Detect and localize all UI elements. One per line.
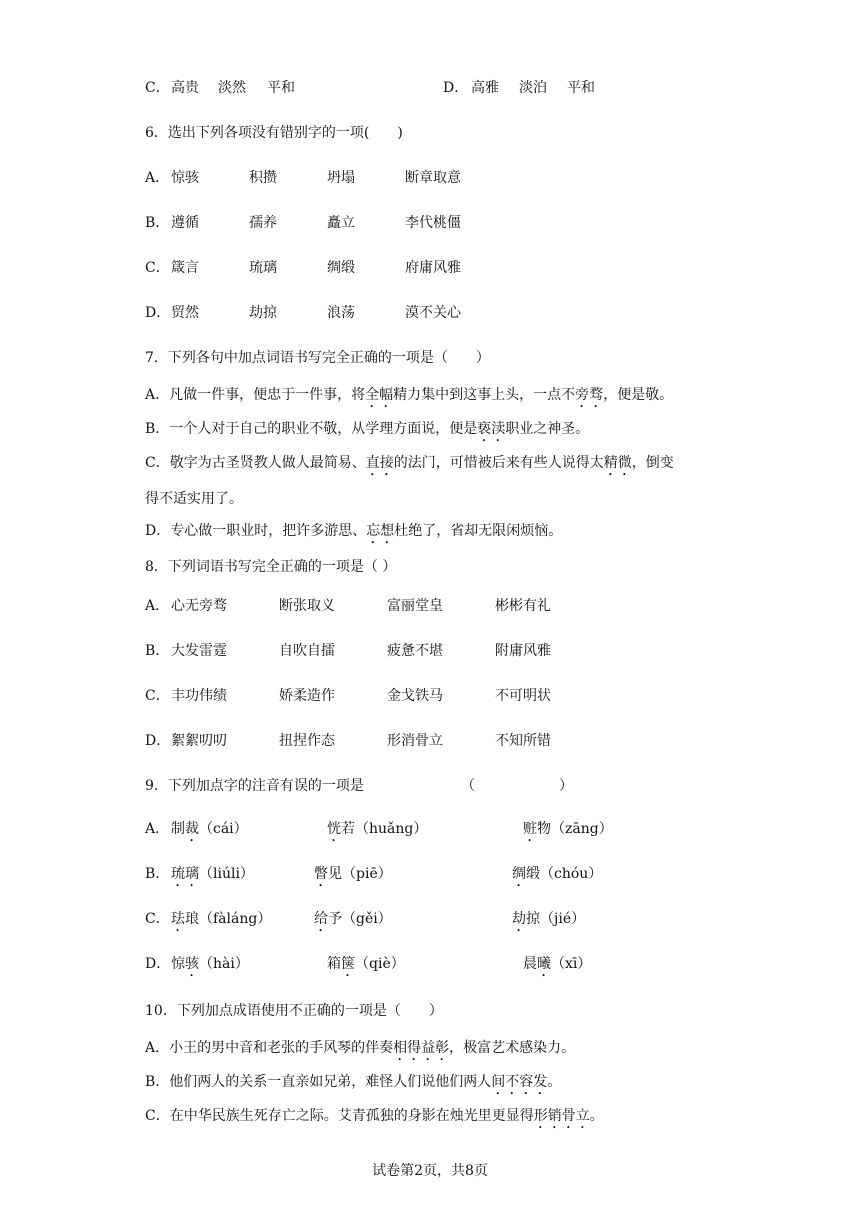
option-word: 形消骨立 [387, 733, 443, 749]
option-letter: A． [145, 1040, 170, 1056]
option-word: 大发雷霆 [171, 643, 227, 659]
option-word: 心无旁骛 [171, 598, 227, 614]
q6-stem: 6．选出下列各项没有错别字的一项( ) [145, 125, 403, 141]
pinyin-item [523, 819, 613, 845]
dotted-word: 旁骛 [575, 387, 604, 403]
q9-stem: 9．下列加点字的注音有误的一项是 [145, 778, 364, 794]
option-word: 富丽堂皇 [387, 598, 443, 614]
pinyin: （qiè） [355, 956, 405, 972]
plain-char: 琅 [185, 911, 199, 927]
q7-option-c-continued: 得不适实用了。 [145, 491, 243, 507]
option-letter: D． [145, 733, 171, 749]
option-letter: C． [145, 455, 170, 471]
option-letter: B． [145, 1074, 170, 1090]
option-word: 贸然 [171, 305, 199, 321]
option-word: 断张取义 [279, 598, 335, 614]
option-letter: D． [145, 305, 171, 321]
option-word: 积攒 [249, 170, 277, 186]
dotted-char: 劫 [512, 911, 526, 927]
option-text: 凡做一件事，便忠于一件事，将 [169, 387, 366, 403]
option-word: 高贵 [171, 80, 199, 96]
dotted-char: 箧 [341, 956, 355, 972]
pinyin: （liúli） [199, 866, 254, 882]
option-text: 一个人对于自己的职业不敬，从学理方面说，便是 [169, 421, 478, 437]
pinyin: （gěi） [342, 911, 392, 927]
dotted-idiom: 间不容发 [491, 1074, 548, 1090]
option-word: 断章取意 [405, 170, 461, 186]
option-text: 专心做一职业时，把许多游思、 [170, 523, 367, 539]
plain-char: 见 [328, 866, 342, 882]
option-letter: D． [145, 523, 171, 539]
option-text: ，便是敬。 [603, 387, 674, 403]
option-letter: C． [145, 260, 170, 276]
option-letter: A． [145, 387, 170, 403]
option-word: 坍塌 [327, 170, 355, 186]
q7-option-b [145, 419, 589, 445]
option-word: 不可明状 [495, 688, 551, 704]
option-word: 琉璃 [249, 260, 277, 276]
option-word: 浪荡 [327, 305, 355, 321]
option-text: ，极富艺术感染力。 [449, 1040, 576, 1056]
dotted-char: 曦 [537, 956, 551, 972]
option-letter: D． [443, 80, 469, 96]
q7-option-a [145, 385, 673, 411]
option-word: 惊骇 [171, 170, 199, 186]
q10-option-c [145, 1106, 604, 1132]
q10-stem: 10．下列加点成语使用不正确的一项是（ ） [145, 1003, 443, 1019]
dotted-char: 珐 [171, 911, 185, 927]
option-text: ，倒变 [631, 455, 674, 471]
q7-option-d [145, 521, 562, 547]
option-word: 矗立 [327, 215, 355, 231]
page-footer: 试卷第2页，共8页 [372, 1163, 488, 1179]
pinyin: （huǎng） [355, 821, 428, 837]
option-word: 附庸风雅 [495, 643, 551, 659]
dotted-word: 全幅 [365, 387, 394, 403]
option-text: 敬字为古圣贤教人做人最简易、 [169, 455, 366, 471]
option-word: 淡泊 [519, 80, 547, 96]
option-letter: A． [145, 598, 170, 614]
option-text: 杜绝了，省却无限闲烦恼。 [394, 523, 563, 539]
dotted-char: 赃 [523, 821, 537, 837]
option-text: 职业之神圣。 [505, 421, 590, 437]
pinyin-item [171, 819, 248, 845]
option-word: 府庸风雅 [405, 260, 461, 276]
option-word: 孺养 [249, 215, 277, 231]
dotted-char: 裁 [185, 821, 199, 837]
option-text: 。 [547, 1074, 562, 1090]
option-word: 扭捏作态 [279, 733, 335, 749]
option-word: 劫掠 [249, 305, 277, 321]
option-word: 平和 [567, 80, 595, 96]
option-text: 他们两人的关系一直亲如兄弟，难怪人们说他们两人 [169, 1074, 492, 1090]
option-letter: A． [145, 821, 170, 837]
pinyin: （zāng） [551, 821, 613, 837]
option-letter: C． [145, 688, 170, 704]
option-text: 精力集中到这事上头，一点不 [393, 387, 576, 403]
plain-char: 物 [537, 821, 551, 837]
option-word: 平和 [267, 80, 295, 96]
dotted-word: 精微 [603, 455, 632, 471]
option-word: 不知所错 [495, 733, 551, 749]
plain-char: 若 [341, 821, 355, 837]
option-text: 小王的男中音和老张的手风琴的伴奏 [169, 1040, 394, 1056]
pinyin-item [314, 909, 392, 935]
plain-char: 制 [171, 821, 185, 837]
pinyin-item [523, 954, 591, 980]
pinyin-item [171, 954, 249, 980]
option-letter: B． [145, 421, 170, 437]
option-word: 金戈铁马 [387, 688, 443, 704]
plain-char: 箱 [327, 956, 341, 972]
pinyin: （hài） [199, 956, 249, 972]
dotted-char: 骇 [185, 956, 199, 972]
option-letter: A． [145, 170, 170, 186]
dotted-char: 绸 [512, 866, 526, 882]
plain-char: 予 [328, 911, 342, 927]
option-text: 在中华民族生死存亡之际。艾青孤独的身影在烛光里更显得 [169, 1108, 534, 1124]
pinyin-item [171, 909, 271, 935]
option-word: 娇柔造作 [279, 688, 335, 704]
option-letter: D． [145, 956, 171, 972]
option-word: 高雅 [471, 80, 499, 96]
pinyin: （chóu） [540, 866, 603, 882]
dotted-char: 琉璃 [171, 866, 199, 882]
pinyin-item [314, 864, 392, 890]
dotted-word: 忘想 [366, 523, 395, 539]
dotted-char: 瞥 [314, 866, 328, 882]
q8-stem: 8．下列词语书写完全正确的一项是（ ） [145, 559, 397, 575]
option-word: 漠不关心 [405, 305, 461, 321]
plain-char: 掠 [526, 911, 540, 927]
dotted-word: 直接 [365, 455, 394, 471]
q10-option-a [145, 1038, 575, 1064]
pinyin-item [512, 864, 602, 890]
option-letter: C． [145, 80, 170, 96]
option-word: 自吹自擂 [279, 643, 335, 659]
pinyin: （jié） [540, 911, 586, 927]
option-letter: C． [145, 1108, 170, 1124]
option-letter: B． [145, 643, 170, 659]
dotted-char: 恍 [327, 821, 341, 837]
pinyin: （piē） [342, 866, 392, 882]
pinyin: （xī） [551, 956, 592, 972]
q10-option-b [145, 1072, 561, 1098]
plain-char: 惊 [171, 956, 185, 972]
dotted-idiom: 相得益彰 [393, 1040, 450, 1056]
dotted-char: 给 [314, 911, 328, 927]
option-word: 绸缎 [327, 260, 355, 276]
option-letter: C． [145, 911, 170, 927]
q7-option-c [145, 453, 674, 479]
option-word: 丰功伟绩 [171, 688, 227, 704]
option-letter: B． [145, 215, 170, 231]
pinyin-item [171, 864, 254, 890]
pinyin: （cái） [199, 821, 248, 837]
option-word: 箴言 [171, 260, 199, 276]
option-letter: B． [145, 866, 170, 882]
option-word: 遵循 [171, 215, 199, 231]
dotted-word: 亵渎 [477, 421, 506, 437]
option-word: 絮絮叨叨 [171, 733, 227, 749]
q7-stem: 7．下列各句中加点词语书写完全正确的一项是（ ） [145, 350, 490, 366]
pinyin-item [327, 819, 427, 845]
option-word: 淡然 [218, 80, 246, 96]
dotted-idiom: 形销骨立 [533, 1108, 590, 1124]
option-word: 彬彬有礼 [495, 598, 551, 614]
pinyin-item [327, 954, 405, 980]
option-word: 李代桃僵 [405, 215, 461, 231]
option-text: 的法门，可惜被后来有些人说得太 [393, 455, 604, 471]
option-text: 。 [589, 1108, 604, 1124]
answer-paren: （ ） [461, 778, 573, 794]
plain-char: 晨 [523, 956, 537, 972]
plain-char: 缎 [526, 866, 540, 882]
pinyin: （fàláng） [199, 911, 272, 927]
option-word: 疲惫不堪 [387, 643, 443, 659]
pinyin-item [512, 909, 585, 935]
